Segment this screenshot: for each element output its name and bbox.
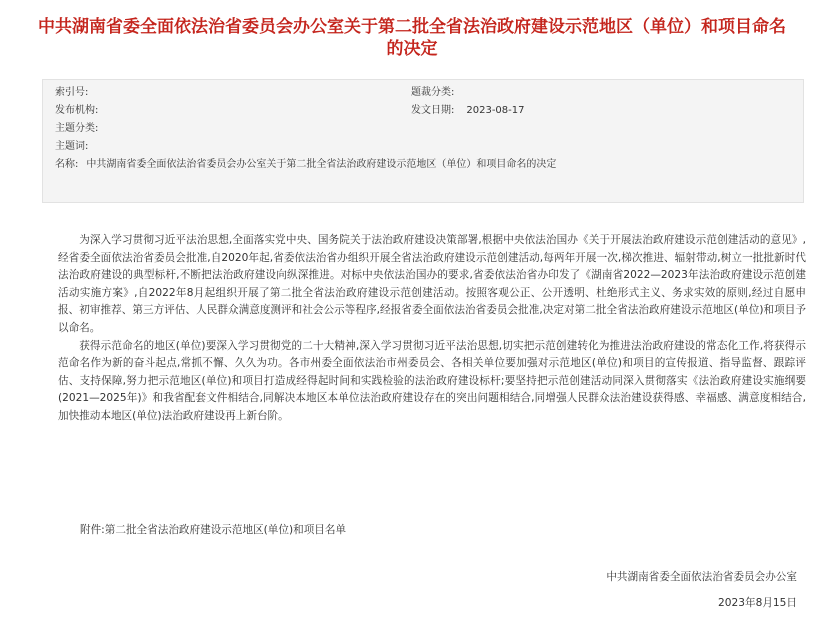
meta-name-label: 名称:	[55, 159, 79, 170]
metadata-panel	[42, 79, 804, 203]
meta-date-label: 发文日期:	[411, 105, 455, 116]
document-body	[58, 232, 806, 426]
attachment-line: 附件:第二批全省法治政府建设示范地区(单位)和项目名单	[80, 524, 347, 536]
meta-name	[55, 158, 556, 172]
document-title-line2: 的决定	[386, 39, 438, 59]
meta-keywords	[55, 140, 96, 154]
meta-date	[411, 104, 525, 118]
meta-name-value: 中共湖南省委全面依法治省委员会办公室关于第二批全省法治政府建设示范地区（单位）和项目命名的决定	[86, 159, 557, 170]
meta-index	[55, 86, 96, 100]
meta-date-value: 2023-08-17	[466, 105, 525, 116]
document-title	[0, 16, 824, 60]
meta-category-label: 题裁分类:	[411, 87, 455, 98]
body-paragraph-1: 为深入学习贯彻习近平法治思想,全面落实党中央、国务院关于法治政府建设决策部署,根据中央依法治国办《关于开展法治政府建设示范创建活动的意见》,经省委全面依法治省委员会批准,自2020年起,省委依法治省办组织开展全省法治政府建设示范创建活动,每两年开展一次,梯次推进、辐射带动,树立一批批新时代法治政府建设的典型标杆,不断把法治政府建设向纵深推进。对标中央依法治国办的要求,省委依法治省办印发了《湖南省2022—2023年法治政府建设示范创建活动实施方案》,自2022年8月起组织开展了第二批全省法治政府建设示范创建活动。按照客观公正、公开透明、杜绝形式主义、务求实效的原则,经过自愿申报、初审推荐、第三方评估、人民群众满意度测评和社会公示等程序,经报省委全面依法治省委员会批准,决定对第二批全省法治政府建设示范地区(单位)和项目予以命名。	[58, 234, 806, 334]
meta-index-label: 索引号:	[55, 87, 89, 98]
meta-keywords-label: 主题词:	[55, 141, 89, 152]
signer-organization: 中共湖南省委全面依法治省委员会办公室	[606, 571, 797, 583]
body-paragraph-2: 获得示范命名的地区(单位)要深入学习贯彻党的二十大精神,深入学习贯彻习近平法治思想,切实把示范创建转化为推进法治政府建设的常态化工作,将获得示范命名作为新的奋斗起点,常抓不懈、久久为功。各市州委全面依法治市州委员会、各相关单位要加强对示范地区(单位)和项目的宣传报道、指导监督、跟踪评估、支持保障,努力把示范地区(单位)和项目打造成经得起时间和实践检验的法治政府建设标杆;要坚持把示范创建活动同深入贯彻落实《法治政府建设实施纲要(2021—2025年)》和我省配套文件相结合,同解决本地区本单位法治政府建设存在的突出问题相结合,同增强人民群众法治建设获得感、幸福感、满意度相结合,加快推动本地区(单位)法治政府建设再上新台阶。	[58, 339, 806, 422]
signature-date: 2023年8月15日	[718, 597, 797, 609]
meta-subject-label: 主题分类:	[55, 123, 99, 134]
meta-issuer	[55, 104, 106, 118]
document-title-line1: 中共湖南省委全面依法治省委员会办公室关于第二批全省法治政府建设示范地区（单位）和项目命名	[38, 17, 786, 37]
meta-subject	[55, 122, 106, 136]
meta-category	[411, 86, 462, 100]
meta-issuer-label: 发布机构:	[55, 105, 99, 116]
